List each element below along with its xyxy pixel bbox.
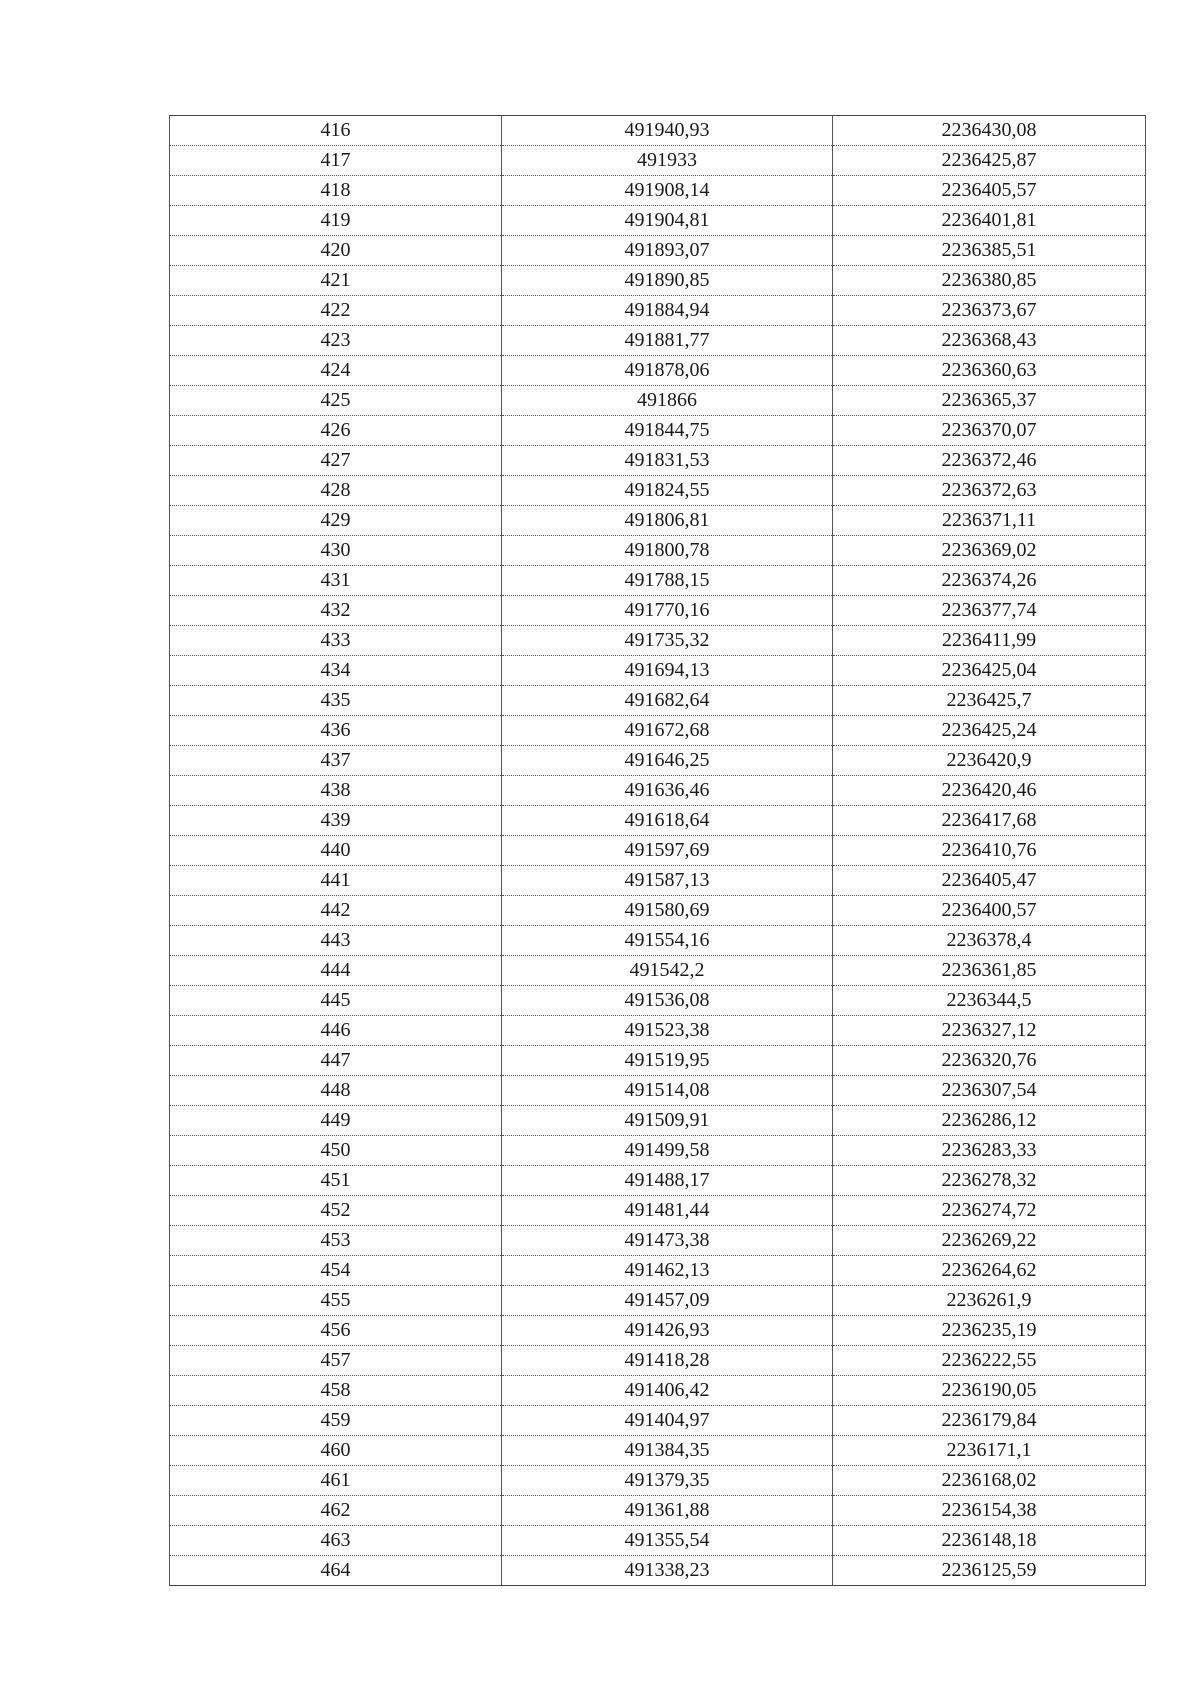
x-coordinate-cell: 491636,46	[502, 776, 833, 806]
point-number-cell: 425	[170, 386, 502, 416]
point-number-cell: 418	[170, 176, 502, 206]
y-coordinate-cell: 2236373,67	[833, 296, 1146, 326]
table-row	[170, 326, 1146, 356]
x-coordinate-cell: 491462,13	[502, 1256, 833, 1286]
point-number-cell: 443	[170, 926, 502, 956]
x-coordinate-cell: 491904,81	[502, 206, 833, 236]
x-coordinate-cell: 491542,2	[502, 956, 833, 986]
y-coordinate-cell: 2236344,5	[833, 986, 1146, 1016]
x-coordinate-cell: 491514,08	[502, 1076, 833, 1106]
point-number-cell: 445	[170, 986, 502, 1016]
y-coordinate-cell: 2236307,54	[833, 1076, 1146, 1106]
coordinates-table	[169, 115, 1146, 1586]
point-number-cell: 462	[170, 1496, 502, 1526]
table-row	[170, 656, 1146, 686]
y-coordinate-cell: 2236327,12	[833, 1016, 1146, 1046]
point-number-cell: 442	[170, 896, 502, 926]
x-coordinate-cell: 491379,35	[502, 1466, 833, 1496]
x-coordinate-cell: 491355,54	[502, 1526, 833, 1556]
y-coordinate-cell: 2236378,4	[833, 926, 1146, 956]
y-coordinate-cell: 2236430,08	[833, 116, 1146, 146]
x-coordinate-cell: 491361,88	[502, 1496, 833, 1526]
point-number-cell: 437	[170, 746, 502, 776]
x-coordinate-cell: 491519,95	[502, 1046, 833, 1076]
x-coordinate-cell: 491536,08	[502, 986, 833, 1016]
y-coordinate-cell: 2236369,02	[833, 536, 1146, 566]
point-number-cell: 426	[170, 416, 502, 446]
point-number-cell: 420	[170, 236, 502, 266]
coordinates-table-body	[170, 116, 1146, 1586]
point-number-cell: 424	[170, 356, 502, 386]
x-coordinate-cell: 491426,93	[502, 1316, 833, 1346]
table-row	[170, 146, 1146, 176]
point-number-cell: 421	[170, 266, 502, 296]
point-number-cell: 454	[170, 1256, 502, 1286]
y-coordinate-cell: 2236377,74	[833, 596, 1146, 626]
x-coordinate-cell: 491481,44	[502, 1196, 833, 1226]
table-row	[170, 1286, 1146, 1316]
y-coordinate-cell: 2236235,19	[833, 1316, 1146, 1346]
table-row	[170, 806, 1146, 836]
y-coordinate-cell: 2236420,46	[833, 776, 1146, 806]
x-coordinate-cell: 491499,58	[502, 1136, 833, 1166]
point-number-cell: 428	[170, 476, 502, 506]
y-coordinate-cell: 2236125,59	[833, 1556, 1146, 1586]
x-coordinate-cell: 491509,91	[502, 1106, 833, 1136]
point-number-cell: 431	[170, 566, 502, 596]
x-coordinate-cell: 491554,16	[502, 926, 833, 956]
table-row	[170, 716, 1146, 746]
table-row	[170, 476, 1146, 506]
point-number-cell: 432	[170, 596, 502, 626]
x-coordinate-cell: 491406,42	[502, 1376, 833, 1406]
y-coordinate-cell: 2236274,72	[833, 1196, 1146, 1226]
y-coordinate-cell: 2236222,55	[833, 1346, 1146, 1376]
x-coordinate-cell: 491908,14	[502, 176, 833, 206]
y-coordinate-cell: 2236154,38	[833, 1496, 1146, 1526]
y-coordinate-cell: 2236410,76	[833, 836, 1146, 866]
x-coordinate-cell: 491457,09	[502, 1286, 833, 1316]
point-number-cell: 438	[170, 776, 502, 806]
x-coordinate-cell: 491735,32	[502, 626, 833, 656]
table-row	[170, 1106, 1146, 1136]
table-row	[170, 416, 1146, 446]
table-row	[170, 1046, 1146, 1076]
table-row	[170, 1076, 1146, 1106]
y-coordinate-cell: 2236190,05	[833, 1376, 1146, 1406]
x-coordinate-cell: 491473,38	[502, 1226, 833, 1256]
point-number-cell: 460	[170, 1436, 502, 1466]
point-number-cell: 448	[170, 1076, 502, 1106]
table-row	[170, 1136, 1146, 1166]
point-number-cell: 461	[170, 1466, 502, 1496]
y-coordinate-cell: 2236269,22	[833, 1226, 1146, 1256]
point-number-cell: 453	[170, 1226, 502, 1256]
table-row	[170, 1556, 1146, 1586]
x-coordinate-cell: 491404,97	[502, 1406, 833, 1436]
point-number-cell: 446	[170, 1016, 502, 1046]
table-row	[170, 896, 1146, 926]
table-row	[170, 1346, 1146, 1376]
y-coordinate-cell: 2236405,57	[833, 176, 1146, 206]
point-number-cell: 429	[170, 506, 502, 536]
y-coordinate-cell: 2236425,87	[833, 146, 1146, 176]
y-coordinate-cell: 2236425,7	[833, 686, 1146, 716]
y-coordinate-cell: 2236264,62	[833, 1256, 1146, 1286]
point-number-cell: 430	[170, 536, 502, 566]
x-coordinate-cell: 491770,16	[502, 596, 833, 626]
table-row	[170, 296, 1146, 326]
table-row	[170, 176, 1146, 206]
x-coordinate-cell: 491878,06	[502, 356, 833, 386]
point-number-cell: 444	[170, 956, 502, 986]
table-row	[170, 536, 1146, 566]
table-row	[170, 1196, 1146, 1226]
table-row	[170, 1526, 1146, 1556]
table-row	[170, 506, 1146, 536]
x-coordinate-cell: 491788,15	[502, 566, 833, 596]
table-row	[170, 836, 1146, 866]
x-coordinate-cell: 491933	[502, 146, 833, 176]
table-row	[170, 926, 1146, 956]
point-number-cell: 464	[170, 1556, 502, 1586]
table-row	[170, 266, 1146, 296]
table-row	[170, 1016, 1146, 1046]
point-number-cell: 422	[170, 296, 502, 326]
x-coordinate-cell: 491338,23	[502, 1556, 833, 1586]
y-coordinate-cell: 2236370,07	[833, 416, 1146, 446]
y-coordinate-cell: 2236278,32	[833, 1166, 1146, 1196]
table-row	[170, 1376, 1146, 1406]
y-coordinate-cell: 2236261,9	[833, 1286, 1146, 1316]
point-number-cell: 457	[170, 1346, 502, 1376]
y-coordinate-cell: 2236148,18	[833, 1526, 1146, 1556]
y-coordinate-cell: 2236168,02	[833, 1466, 1146, 1496]
table-row	[170, 236, 1146, 266]
y-coordinate-cell: 2236425,04	[833, 656, 1146, 686]
x-coordinate-cell: 491884,94	[502, 296, 833, 326]
point-number-cell: 456	[170, 1316, 502, 1346]
point-number-cell: 436	[170, 716, 502, 746]
point-number-cell: 439	[170, 806, 502, 836]
y-coordinate-cell: 2236385,51	[833, 236, 1146, 266]
x-coordinate-cell: 491866	[502, 386, 833, 416]
table-row	[170, 446, 1146, 476]
table-row	[170, 1226, 1146, 1256]
table-row	[170, 566, 1146, 596]
table-row	[170, 1166, 1146, 1196]
table-row	[170, 956, 1146, 986]
table-row	[170, 776, 1146, 806]
y-coordinate-cell: 2236371,11	[833, 506, 1146, 536]
y-coordinate-cell: 2236372,46	[833, 446, 1146, 476]
table-row	[170, 746, 1146, 776]
point-number-cell: 449	[170, 1106, 502, 1136]
point-number-cell: 417	[170, 146, 502, 176]
y-coordinate-cell: 2236411,99	[833, 626, 1146, 656]
table-row	[170, 686, 1146, 716]
y-coordinate-cell: 2236360,63	[833, 356, 1146, 386]
y-coordinate-cell: 2236372,63	[833, 476, 1146, 506]
y-coordinate-cell: 2236179,84	[833, 1406, 1146, 1436]
x-coordinate-cell: 491800,78	[502, 536, 833, 566]
table-row	[170, 986, 1146, 1016]
y-coordinate-cell: 2236171,1	[833, 1436, 1146, 1466]
point-number-cell: 455	[170, 1286, 502, 1316]
y-coordinate-cell: 2236420,9	[833, 746, 1146, 776]
point-number-cell: 452	[170, 1196, 502, 1226]
point-number-cell: 419	[170, 206, 502, 236]
y-coordinate-cell: 2236320,76	[833, 1046, 1146, 1076]
x-coordinate-cell: 491831,53	[502, 446, 833, 476]
table-row	[170, 206, 1146, 236]
y-coordinate-cell: 2236368,43	[833, 326, 1146, 356]
table-row	[170, 386, 1146, 416]
y-coordinate-cell: 2236380,85	[833, 266, 1146, 296]
table-row	[170, 1436, 1146, 1466]
y-coordinate-cell: 2236283,33	[833, 1136, 1146, 1166]
x-coordinate-cell: 491418,28	[502, 1346, 833, 1376]
y-coordinate-cell: 2236365,37	[833, 386, 1146, 416]
x-coordinate-cell: 491646,25	[502, 746, 833, 776]
y-coordinate-cell: 2236417,68	[833, 806, 1146, 836]
table-row	[170, 116, 1146, 146]
point-number-cell: 435	[170, 686, 502, 716]
x-coordinate-cell: 491580,69	[502, 896, 833, 926]
point-number-cell: 450	[170, 1136, 502, 1166]
x-coordinate-cell: 491890,85	[502, 266, 833, 296]
x-coordinate-cell: 491618,64	[502, 806, 833, 836]
x-coordinate-cell: 491806,81	[502, 506, 833, 536]
table-row	[170, 1466, 1146, 1496]
table-row	[170, 1406, 1146, 1436]
x-coordinate-cell: 491587,13	[502, 866, 833, 896]
point-number-cell: 463	[170, 1526, 502, 1556]
y-coordinate-cell: 2236425,24	[833, 716, 1146, 746]
point-number-cell: 416	[170, 116, 502, 146]
x-coordinate-cell: 491940,93	[502, 116, 833, 146]
point-number-cell: 451	[170, 1166, 502, 1196]
point-number-cell: 427	[170, 446, 502, 476]
point-number-cell: 423	[170, 326, 502, 356]
y-coordinate-cell: 2236374,26	[833, 566, 1146, 596]
point-number-cell: 441	[170, 866, 502, 896]
table-row	[170, 356, 1146, 386]
point-number-cell: 434	[170, 656, 502, 686]
x-coordinate-cell: 491384,35	[502, 1436, 833, 1466]
table-row	[170, 596, 1146, 626]
table-row	[170, 866, 1146, 896]
table-row	[170, 1256, 1146, 1286]
x-coordinate-cell: 491672,68	[502, 716, 833, 746]
point-number-cell: 459	[170, 1406, 502, 1436]
point-number-cell: 440	[170, 836, 502, 866]
y-coordinate-cell: 2236400,57	[833, 896, 1146, 926]
y-coordinate-cell: 2236361,85	[833, 956, 1146, 986]
x-coordinate-cell: 491881,77	[502, 326, 833, 356]
point-number-cell: 458	[170, 1376, 502, 1406]
table-row	[170, 626, 1146, 656]
point-number-cell: 447	[170, 1046, 502, 1076]
y-coordinate-cell: 2236286,12	[833, 1106, 1146, 1136]
table-row	[170, 1496, 1146, 1526]
x-coordinate-cell: 491844,75	[502, 416, 833, 446]
x-coordinate-cell: 491824,55	[502, 476, 833, 506]
y-coordinate-cell: 2236401,81	[833, 206, 1146, 236]
point-number-cell: 433	[170, 626, 502, 656]
y-coordinate-cell: 2236405,47	[833, 866, 1146, 896]
x-coordinate-cell: 491893,07	[502, 236, 833, 266]
x-coordinate-cell: 491694,13	[502, 656, 833, 686]
table-row	[170, 1316, 1146, 1346]
x-coordinate-cell: 491682,64	[502, 686, 833, 716]
x-coordinate-cell: 491597,69	[502, 836, 833, 866]
x-coordinate-cell: 491523,38	[502, 1016, 833, 1046]
x-coordinate-cell: 491488,17	[502, 1166, 833, 1196]
